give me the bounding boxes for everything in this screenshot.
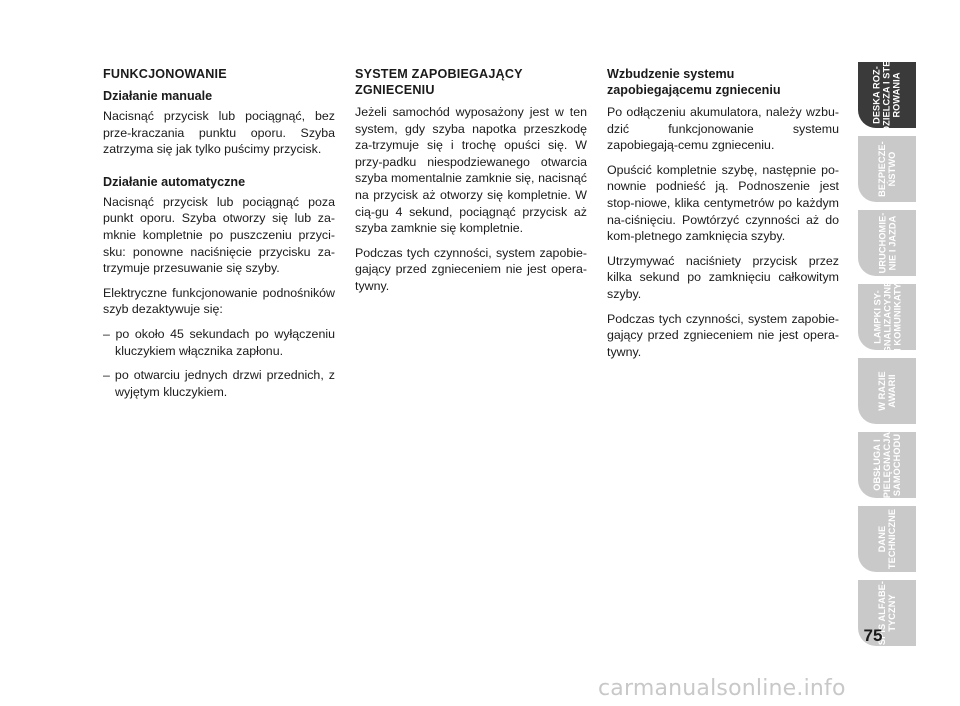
paragraph-reset-2: Opuścić kompletnie szybę, następnie po-nownie podnieść ją. Podnoszenie jest stop-niowe, klika centymetrów po każdym na-ciśnięciu. Powtórzyć czynności aż do kom-pletnego zamknięcia szyby.: [607, 162, 839, 244]
heading-anti-pinch: SYSTEM ZAPOBIEGAJĄCY ZGNIECENIU: [355, 67, 523, 97]
heading-reset: Wzbudzenie systemu zapobiegającemu zgnieceniu: [607, 67, 781, 97]
heading-functioning: FUNKCJONOWANIE: [103, 67, 227, 81]
paragraph-reset-3: Utrzymywać naciśniety przycisk przez kilka sekund po zamknięciu całkowitym szyby.: [607, 253, 839, 301]
tab-warning-lights[interactable]: LAMPKI SY- GNALIZACYJNE I KOMUNIKATY: [858, 284, 916, 350]
subheading-manual: Działanie manuale: [103, 89, 213, 103]
tab-alphabetical-index[interactable]: SPIS ALFABE- TYCZNY: [858, 580, 916, 646]
column-reset: [607, 66, 839, 368]
watermark: carmanualsonline.info: [598, 676, 846, 701]
tab-safety[interactable]: BEZPIECZE- ŃSTWO: [858, 136, 916, 202]
paragraph-manual: Nacisnąć przycisk lub pociągnąć, bez prze-kraczania punktu oporu. Szyba zatrzyma się jak tylko puścimy przycisk.: [103, 109, 335, 157]
subheading-automatic: Działanie automatyczne: [103, 174, 246, 189]
list-item: – po otwarciu jednych drzwi przednich, z wyjętym kluczykiem.: [103, 368, 335, 399]
tab-emergency[interactable]: W RAZIE AWARII: [858, 358, 916, 424]
column-anti-pinch: [355, 66, 587, 303]
list-item: – po około 45 sekundach po wyłączeniu kluczykiem włącznika zapłonu.: [103, 326, 335, 358]
page-number: 75: [863, 626, 883, 645]
paragraph-anti-pinch-note: Podczas tych czynności, system zapobie-gający przed zgnieceniem nie jest opera-tywny.: [355, 245, 587, 293]
paragraph-anti-pinch: Jeżeli samochód wyposażony jest w ten system, gdy szyba napotka przeszkodę za-trzymuje się i trochę opuści się. W przy-padku niespodziewanego otwarcia szyba momentalnie zamknie się, nacisnąć na przycisk aż otworzy się kompletnie. W cią-gu 4 sekund, pociągnąć przycisk aż szyba zamknie się kompletnie.: [355, 105, 587, 236]
tab-maintenance[interactable]: OBSŁUGA I PIELĘGNACJA SAMOCHODU: [858, 432, 916, 498]
paragraph-automatic: Nacisnąć przycisk lub pociągnąć poza punkt oporu. Szyba otworzy się lub za-mknie kompletnie po puszczeniu przyci-sku: ponowne naciśnięcie przycisku za-trzymuje przesuwanie się szyby.: [103, 194, 335, 276]
paragraph-reset-4: Podczas tych czynności, system zapobie-gający przed zgnieceniem nie jest opera-tywny.: [607, 311, 839, 359]
paragraph-reset-1: Po odłączeniu akumulatora, należy wzbu-dzić funkcjonowanie systemu zapobiegają-cemu zgnieceniu.: [607, 105, 839, 153]
tab-dashboard-controls[interactable]: DESKA ROZ- DZIELCZA I STE- ROWANIA: [858, 62, 916, 128]
tab-starting-driving[interactable]: URUCHOMIE- NIE I JAZDA: [858, 210, 916, 276]
column-functioning: [103, 66, 335, 408]
tab-technical-data[interactable]: DANE TECHNICZNE: [858, 506, 916, 572]
paragraph-deactivation: Elektryczne funkcjonowanie podnośników szyb dezaktywuje się:: [103, 285, 335, 317]
